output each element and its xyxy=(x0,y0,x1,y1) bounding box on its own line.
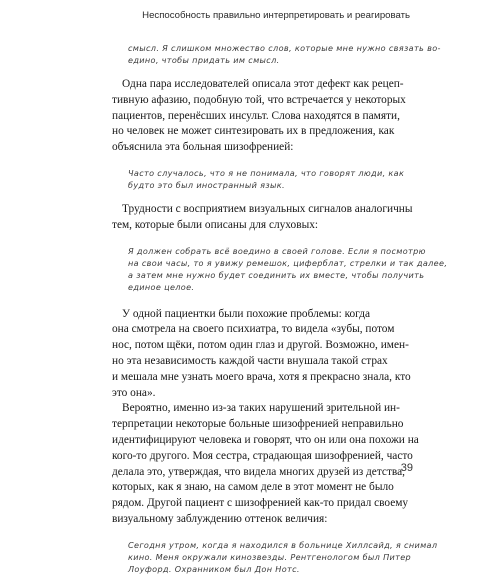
paragraph-line: рядом. Другой пациент с шизофренией как-то придал своему xyxy=(112,497,409,510)
paragraph-line: тивную афазию, подобную той, что встречается у некоторых xyxy=(112,93,406,106)
quote-line: единое целое. xyxy=(128,281,195,292)
paragraph-line: Вероятно, именно из-за таких нарушений зрительной ин- xyxy=(122,402,400,415)
paragraph xyxy=(112,401,419,527)
paragraph-line: нос, потом щёки, потом один глаз и другой. Возможно, имен- xyxy=(112,339,409,352)
paragraph-line: тем, которые были описаны для слуховых: xyxy=(112,218,319,231)
quote-line: Я должен собрать всё воедино в своей голове. Если я посмотрю xyxy=(128,245,426,256)
paragraph-line: она смотрела на своего психиатра, то видела «зубы, потом xyxy=(112,323,395,336)
paragraph-line: кого-то другого. Моя сестра, страдающая шизофренией, часто xyxy=(112,449,413,462)
quote-line: смысл. Я слишком множество слов, которые мне нужно связать во- xyxy=(128,43,441,53)
quote-line: едино, чтобы придать им смысл. xyxy=(128,55,280,65)
quote-line: кино. Меня окружали кинозвезды. Рентгенологом был Питер xyxy=(128,551,412,562)
paragraph-line: и мешала мне узнать моего врача, хотя я прекрасно знала, кто xyxy=(112,370,411,383)
paragraph-line: это она». xyxy=(112,386,156,399)
running-head: Неспособность правильно интерпретировать и реагировать xyxy=(142,10,410,21)
quote-line: будто это был иностранный язык. xyxy=(128,179,285,190)
paragraph-line: пациентов, перенёсших инсульт. Слова находятся в памяти, xyxy=(112,109,400,122)
paragraph-line: делала это, утверждая, что видела многих друзей из детства, xyxy=(112,465,405,478)
block-quote xyxy=(112,167,410,191)
paragraph-line: которых, как я знаю, на самом деле в этот момент не было xyxy=(112,481,394,494)
paragraph-line: Трудности с восприятием визуальных сигналов аналогичны xyxy=(122,202,413,215)
paragraph-line: визуальному заблуждению оттенок величия: xyxy=(112,512,328,525)
paragraph-line: Одна пара исследователей описала этот дефект как рецеп- xyxy=(122,78,404,90)
paragraph xyxy=(112,202,413,234)
quote-line: а затем мне нужно будет соединить их вместе, чтобы получить xyxy=(128,269,425,280)
block-quote xyxy=(112,245,448,293)
paragraph-line: У одной пациентки были похожие проблемы: когда xyxy=(122,307,371,320)
page-number: 39 xyxy=(400,462,413,474)
paragraph-line: терпретации некоторые больные шизофренией неправильно xyxy=(112,418,404,431)
quote-line: на свои часы, то я увижу ремешок, циферблат, стрелки и так далее, xyxy=(128,257,448,268)
quote-line: Лоуфорд. Охранником был Дон Нотс. xyxy=(128,563,300,574)
paragraph xyxy=(112,77,410,156)
block-quote xyxy=(112,539,438,575)
block-quote xyxy=(112,42,441,66)
paragraph-line: объяснила эта больная шизофренией: xyxy=(112,141,294,154)
page-body xyxy=(112,42,448,575)
quote-line: Сегодня утром, когда я находился в больнице Хиллсайд, я снимал xyxy=(128,539,438,550)
paragraph-line: идентифицируют человека и говорят, что он или она похожи на xyxy=(112,433,419,446)
paragraph xyxy=(112,307,410,402)
paragraph-line: но эта независимость каждой части внушала такой страх xyxy=(112,354,388,367)
paragraph-line: но человек не может синтезировать их в предложения, как xyxy=(112,125,395,138)
quote-line: Часто случалось, что я не понимала, что говорят люди, как xyxy=(128,167,405,178)
